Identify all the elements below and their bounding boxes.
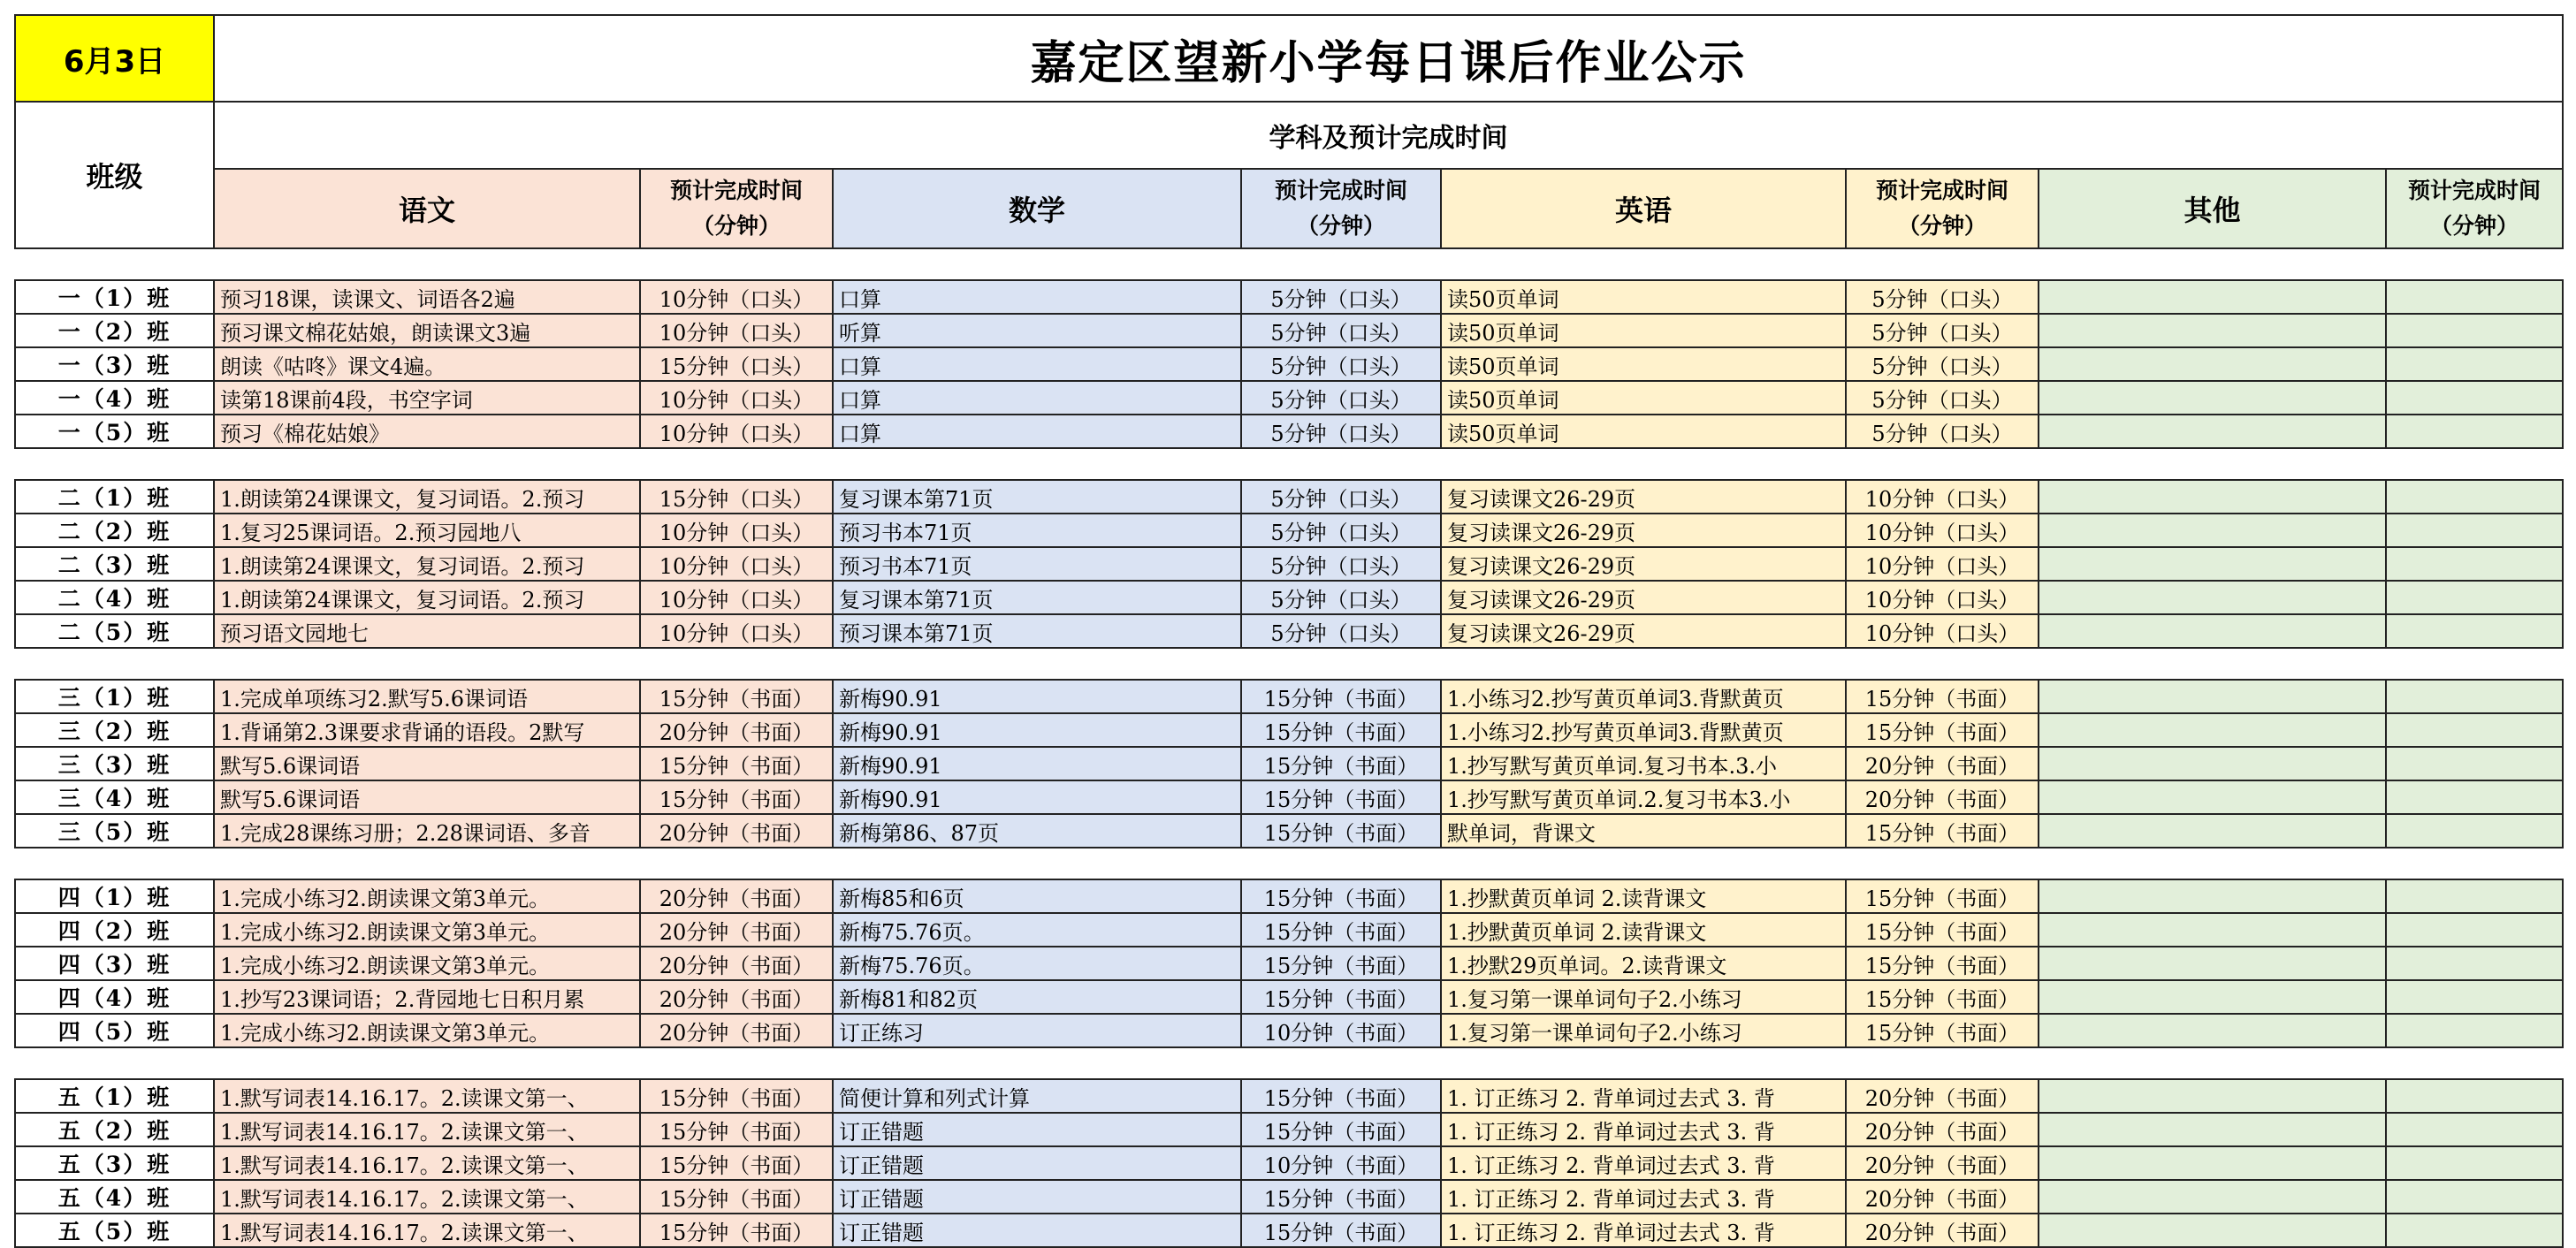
math-cell[interactable]: 新梅第86、87页	[833, 814, 1241, 848]
class-cell[interactable]: 五（1）班	[15, 1079, 214, 1113]
math-time-cell[interactable]: 15分钟（书面）	[1241, 780, 1441, 814]
english-cell[interactable]: 1. 订正练习 2. 背单词过去式 3. 背	[1441, 1079, 1846, 1113]
english-cell[interactable]: 复习读课文26-29页	[1441, 514, 1846, 547]
chinese-cell[interactable]: 1.默写词表14.16.17。2.读课文第一、	[214, 1146, 640, 1180]
other-time-header[interactable]	[2386, 169, 2563, 248]
table-row	[15, 1113, 2563, 1146]
chinese-time-cell[interactable]: 20分钟（书面）	[640, 814, 833, 848]
math-cell[interactable]: 听算	[833, 314, 1241, 347]
chinese-cell[interactable]: 预习语文园地七	[214, 614, 640, 648]
chinese-time-cell[interactable]: 10分钟（口头）	[640, 547, 833, 581]
separator-cell	[15, 848, 2563, 879]
other-time-cell[interactable]	[2386, 1214, 2563, 1247]
chinese-time-cell[interactable]: 20分钟（书面）	[640, 1014, 833, 1047]
other-time-cell[interactable]	[2386, 381, 2563, 415]
chinese-cell[interactable]: 默写5.6课词语	[214, 747, 640, 780]
english-time-cell[interactable]: 10分钟（口头）	[1846, 514, 2039, 547]
english-cell[interactable]: 1.小练习2.抄写黄页单词3.背默黄页	[1441, 713, 1846, 747]
english-time-header[interactable]	[1846, 169, 2039, 248]
separator-cell	[15, 248, 2563, 280]
math-time-cell[interactable]: 10分钟（书面）	[1241, 1146, 1441, 1180]
table-row	[15, 480, 2563, 514]
english-time-cell[interactable]: 20分钟（书面）	[1846, 1113, 2039, 1146]
other-cell[interactable]	[2039, 879, 2386, 913]
table-row	[15, 581, 2563, 614]
time-header-line2: （分钟）	[2430, 213, 2519, 239]
class-cell[interactable]: 二（4）班	[15, 581, 214, 614]
table-row	[15, 614, 2563, 648]
chinese-cell[interactable]: 预习课文棉花姑娘，朗读课文3遍	[214, 314, 640, 347]
separator-cell	[15, 648, 2563, 680]
chinese-time-cell[interactable]: 15分钟（口头）	[640, 347, 833, 381]
math-cell[interactable]: 口算	[833, 280, 1241, 314]
math-cell[interactable]: 新梅90.91	[833, 713, 1241, 747]
other-cell[interactable]	[2039, 1113, 2386, 1146]
english-cell[interactable]: 读50页单词	[1441, 415, 1846, 448]
chinese-cell[interactable]: 1.默写词表14.16.17。2.读课文第一、	[214, 1113, 640, 1146]
other-time-cell[interactable]	[2386, 980, 2563, 1014]
math-cell[interactable]: 订正错题	[833, 1180, 1241, 1214]
english-time-cell[interactable]: 20分钟（书面）	[1846, 780, 2039, 814]
other-time-cell[interactable]	[2386, 547, 2563, 581]
other-time-cell[interactable]	[2386, 280, 2563, 314]
chinese-cell[interactable]: 1.默写词表14.16.17。2.读课文第一、	[214, 1180, 640, 1214]
other-cell[interactable]	[2039, 747, 2386, 780]
math-time-cell[interactable]: 15分钟（书面）	[1241, 1180, 1441, 1214]
group-separator	[15, 1047, 2563, 1079]
other-cell[interactable]	[2039, 680, 2386, 713]
other-cell[interactable]	[2039, 280, 2386, 314]
math-cell[interactable]: 复习课本第71页	[833, 480, 1241, 514]
math-time-cell[interactable]: 15分钟（书面）	[1241, 814, 1441, 848]
other-time-cell[interactable]	[2386, 1180, 2563, 1214]
math-time-cell[interactable]: 15分钟（书面）	[1241, 713, 1441, 747]
class-cell[interactable]: 三（5）班	[15, 814, 214, 848]
english-cell[interactable]: 复习读课文26-29页	[1441, 614, 1846, 648]
class-header[interactable]: 班级	[15, 102, 214, 248]
math-cell[interactable]: 口算	[833, 347, 1241, 381]
chinese-time-header[interactable]	[640, 169, 833, 248]
math-cell[interactable]: 订正错题	[833, 1113, 1241, 1146]
chinese-cell[interactable]: 默写5.6课词语	[214, 780, 640, 814]
table-row	[15, 814, 2563, 848]
english-time-cell[interactable]: 5分钟（口头）	[1846, 314, 2039, 347]
group-separator	[15, 448, 2563, 480]
class-cell[interactable]: 五（4）班	[15, 1180, 214, 1214]
chinese-time-cell[interactable]: 15分钟（书面）	[640, 1214, 833, 1247]
chinese-cell[interactable]: 1.完成小练习2.朗读课文第3单元。	[214, 879, 640, 913]
class-cell[interactable]: 四（5）班	[15, 1014, 214, 1047]
table-row	[15, 347, 2563, 381]
class-cell[interactable]: 二（2）班	[15, 514, 214, 547]
other-cell[interactable]	[2039, 347, 2386, 381]
chinese-time-cell[interactable]: 15分钟（书面）	[640, 780, 833, 814]
english-cell[interactable]: 1. 订正练习 2. 背单词过去式 3. 背	[1441, 1146, 1846, 1180]
table-row	[15, 879, 2563, 913]
math-time-cell[interactable]: 5分钟（口头）	[1241, 581, 1441, 614]
math-cell[interactable]: 新梅90.91	[833, 747, 1241, 780]
chinese-time-cell[interactable]: 15分钟（书面）	[640, 680, 833, 713]
chinese-header[interactable]: 语文	[214, 169, 640, 248]
english-cell[interactable]: 1.复习第一课单词句子2.小练习	[1441, 1014, 1846, 1047]
chinese-time-cell[interactable]: 15分钟（书面）	[640, 1146, 833, 1180]
time-header-line2: （分钟）	[1897, 213, 1986, 239]
group-separator	[15, 648, 2563, 680]
table-row	[15, 980, 2563, 1014]
english-time-cell[interactable]: 15分钟（书面）	[1846, 680, 2039, 713]
other-cell[interactable]	[2039, 547, 2386, 581]
other-time-cell[interactable]	[2386, 747, 2563, 780]
other-cell[interactable]	[2039, 314, 2386, 347]
class-cell[interactable]: 三（4）班	[15, 780, 214, 814]
other-time-cell[interactable]	[2386, 480, 2563, 514]
class-cell[interactable]: 三（2）班	[15, 713, 214, 747]
english-cell[interactable]: 读50页单词	[1441, 314, 1846, 347]
chinese-cell[interactable]: 1.完成28课练习册；2.28课词语、多音	[214, 814, 640, 848]
chinese-cell[interactable]: 1.默写词表14.16.17。2.读课文第一、	[214, 1214, 640, 1247]
table-row	[15, 1014, 2563, 1047]
time-header-line1: 预计完成时间	[1875, 178, 2008, 203]
chinese-cell[interactable]: 1.抄写23课词语；2.背园地七日积月累	[214, 980, 640, 1014]
other-time-cell[interactable]	[2386, 1146, 2563, 1180]
english-time-cell[interactable]: 15分钟（书面）	[1846, 879, 2039, 913]
chinese-cell[interactable]: 读第18课前4段，书空字词	[214, 381, 640, 415]
other-time-cell[interactable]	[2386, 713, 2563, 747]
english-time-cell[interactable]: 15分钟（书面）	[1846, 1014, 2039, 1047]
english-cell[interactable]: 1.抄默黄页单词 2.读背课文	[1441, 913, 1846, 947]
math-cell[interactable]: 订正错题	[833, 1146, 1241, 1180]
chinese-time-cell[interactable]: 10分钟（口头）	[640, 581, 833, 614]
chinese-cell[interactable]: 1.完成小练习2.朗读课文第3单元。	[214, 947, 640, 980]
other-time-cell[interactable]	[2386, 1079, 2563, 1113]
other-cell[interactable]	[2039, 980, 2386, 1014]
table-row	[15, 713, 2563, 747]
time-header-line1: 预计完成时间	[2408, 178, 2542, 203]
english-time-cell[interactable]: 5分钟（口头）	[1846, 415, 2039, 448]
chinese-time-cell[interactable]: 10分钟（口头）	[640, 381, 833, 415]
other-cell[interactable]	[2039, 814, 2386, 848]
math-header[interactable]: 数学	[833, 169, 1241, 248]
math-cell[interactable]: 预习课本第71页	[833, 614, 1241, 648]
english-time-cell[interactable]: 5分钟（口头）	[1846, 280, 2039, 314]
other-cell[interactable]	[2039, 480, 2386, 514]
class-cell[interactable]: 一（1）班	[15, 280, 214, 314]
other-cell[interactable]	[2039, 1180, 2386, 1214]
math-time-cell[interactable]: 15分钟（书面）	[1241, 680, 1441, 713]
other-cell[interactable]	[2039, 581, 2386, 614]
math-time-cell[interactable]: 5分钟（口头）	[1241, 314, 1441, 347]
other-cell[interactable]	[2039, 381, 2386, 415]
math-cell[interactable]: 预习书本71页	[833, 547, 1241, 581]
other-time-cell[interactable]	[2386, 347, 2563, 381]
homework-table	[14, 14, 2564, 1248]
other-cell[interactable]	[2039, 913, 2386, 947]
class-cell[interactable]: 四（1）班	[15, 879, 214, 913]
table-row	[15, 415, 2563, 448]
class-cell[interactable]: 二（1）班	[15, 480, 214, 514]
english-time-cell[interactable]: 15分钟（书面）	[1846, 947, 2039, 980]
math-time-cell[interactable]: 15分钟（书面）	[1241, 747, 1441, 780]
chinese-time-cell[interactable]: 10分钟（口头）	[640, 614, 833, 648]
chinese-time-cell[interactable]: 10分钟（口头）	[640, 280, 833, 314]
math-time-cell[interactable]: 5分钟（口头）	[1241, 514, 1441, 547]
math-cell[interactable]: 简便计算和列式计算	[833, 1079, 1241, 1113]
english-cell[interactable]: 读50页单词	[1441, 347, 1846, 381]
math-cell[interactable]: 新梅75.76页。	[833, 913, 1241, 947]
math-time-cell[interactable]: 15分钟（书面）	[1241, 1214, 1441, 1247]
math-time-cell[interactable]: 5分钟（口头）	[1241, 480, 1441, 514]
table-row	[15, 314, 2563, 347]
math-time-cell[interactable]: 5分钟（口头）	[1241, 347, 1441, 381]
page-title[interactable]: 嘉定区望新小学每日课后作业公示	[214, 15, 2563, 102]
math-cell[interactable]: 新梅90.91	[833, 780, 1241, 814]
chinese-cell[interactable]: 1.复习25课词语。2.预习园地八	[214, 514, 640, 547]
english-time-cell[interactable]: 5分钟（口头）	[1846, 347, 2039, 381]
chinese-time-cell[interactable]: 20分钟（书面）	[640, 713, 833, 747]
english-cell[interactable]: 1. 订正练习 2. 背单词过去式 3. 背	[1441, 1113, 1846, 1146]
other-time-cell[interactable]	[2386, 680, 2563, 713]
table-row	[15, 680, 2563, 713]
other-cell[interactable]	[2039, 780, 2386, 814]
class-cell[interactable]: 五（2）班	[15, 1113, 214, 1146]
other-time-cell[interactable]	[2386, 581, 2563, 614]
math-cell[interactable]: 订正练习	[833, 1014, 1241, 1047]
chinese-time-cell[interactable]: 15分钟（书面）	[640, 1113, 833, 1146]
math-cell[interactable]: 新梅90.91	[833, 680, 1241, 713]
class-cell[interactable]: 四（4）班	[15, 980, 214, 1014]
chinese-cell[interactable]: 1.朗读第24课课文，复习词语。2.预习	[214, 480, 640, 514]
english-time-cell[interactable]: 5分钟（口头）	[1846, 381, 2039, 415]
math-time-cell[interactable]: 15分钟（书面）	[1241, 947, 1441, 980]
math-cell[interactable]: 新梅81和82页	[833, 980, 1241, 1014]
english-cell[interactable]: 默单词，背课文	[1441, 814, 1846, 848]
class-cell[interactable]: 一（4）班	[15, 381, 214, 415]
other-cell[interactable]	[2039, 1014, 2386, 1047]
time-header-line1: 预计完成时间	[1274, 178, 1407, 203]
date-cell[interactable]: 6月3日	[15, 15, 214, 102]
chinese-time-cell[interactable]: 15分钟（书面）	[640, 747, 833, 780]
class-cell[interactable]: 三（1）班	[15, 680, 214, 713]
english-cell[interactable]: 1.抄默29页单词。2.读背课文	[1441, 947, 1846, 980]
class-cell[interactable]: 一（5）班	[15, 415, 214, 448]
table-row	[15, 780, 2563, 814]
chinese-time-cell[interactable]: 15分钟（书面）	[640, 1079, 833, 1113]
chinese-cell[interactable]: 1.朗读第24课课文，复习词语。2.预习	[214, 581, 640, 614]
other-cell[interactable]	[2039, 713, 2386, 747]
separator-cell	[15, 448, 2563, 480]
math-time-header[interactable]	[1241, 169, 1441, 248]
math-time-cell[interactable]: 5分钟（口头）	[1241, 415, 1441, 448]
math-time-cell[interactable]: 5分钟（口头）	[1241, 280, 1441, 314]
table-row	[15, 1079, 2563, 1113]
english-cell[interactable]: 复习读课文26-29页	[1441, 581, 1846, 614]
other-time-cell[interactable]	[2386, 415, 2563, 448]
other-time-cell[interactable]	[2386, 879, 2563, 913]
other-cell[interactable]	[2039, 614, 2386, 648]
chinese-cell[interactable]: 1.背诵第2.3课要求背诵的语段。2默写	[214, 713, 640, 747]
other-time-cell[interactable]	[2386, 614, 2563, 648]
chinese-time-cell[interactable]: 20分钟（书面）	[640, 913, 833, 947]
english-cell[interactable]: 1.小练习2.抄写黄页单词3.背默黄页	[1441, 680, 1846, 713]
english-time-cell[interactable]: 10分钟（口头）	[1846, 480, 2039, 514]
chinese-time-cell[interactable]: 15分钟（口头）	[640, 480, 833, 514]
english-time-cell[interactable]: 15分钟（书面）	[1846, 913, 2039, 947]
table-row	[15, 947, 2563, 980]
math-cell[interactable]: 复习课本第71页	[833, 581, 1241, 614]
time-header-line1: 预计完成时间	[669, 178, 803, 203]
group-separator	[15, 848, 2563, 879]
other-time-cell[interactable]	[2386, 1113, 2563, 1146]
class-cell[interactable]: 一（2）班	[15, 314, 214, 347]
other-time-cell[interactable]	[2386, 514, 2563, 547]
other-cell[interactable]	[2039, 1079, 2386, 1113]
math-time-cell[interactable]: 15分钟（书面）	[1241, 1113, 1441, 1146]
math-cell[interactable]: 预习书本71页	[833, 514, 1241, 547]
math-time-cell[interactable]: 15分钟（书面）	[1241, 1079, 1441, 1113]
math-cell[interactable]: 订正错题	[833, 1214, 1241, 1247]
chinese-cell[interactable]: 1.默写词表14.16.17。2.读课文第一、	[214, 1079, 640, 1113]
english-time-cell[interactable]: 20分钟（书面）	[1846, 1079, 2039, 1113]
class-cell[interactable]: 三（3）班	[15, 747, 214, 780]
other-cell[interactable]	[2039, 415, 2386, 448]
english-time-cell[interactable]: 10分钟（口头）	[1846, 547, 2039, 581]
other-time-cell[interactable]	[2386, 913, 2563, 947]
class-cell[interactable]: 五（5）班	[15, 1214, 214, 1247]
other-header[interactable]: 其他	[2039, 169, 2386, 248]
chinese-time-cell[interactable]: 10分钟（口头）	[640, 314, 833, 347]
chinese-time-cell[interactable]: 15分钟（书面）	[640, 1180, 833, 1214]
math-time-cell[interactable]: 5分钟（口头）	[1241, 614, 1441, 648]
chinese-time-cell[interactable]: 10分钟（口头）	[640, 415, 833, 448]
table-row	[15, 280, 2563, 314]
chinese-time-cell[interactable]: 20分钟（书面）	[640, 980, 833, 1014]
time-header-line2: （分钟）	[691, 213, 781, 239]
other-cell[interactable]	[2039, 1214, 2386, 1247]
english-cell[interactable]: 1.抄写默写黄页单词.2.复习书本3.小	[1441, 780, 1846, 814]
english-cell[interactable]: 读50页单词	[1441, 280, 1846, 314]
math-time-cell[interactable]: 15分钟（书面）	[1241, 980, 1441, 1014]
english-time-cell[interactable]: 15分钟（书面）	[1846, 713, 2039, 747]
math-time-cell[interactable]: 5分钟（口头）	[1241, 381, 1441, 415]
english-time-cell[interactable]: 15分钟（书面）	[1846, 814, 2039, 848]
table-row	[15, 913, 2563, 947]
chinese-cell[interactable]: 预习《棉花姑娘》	[214, 415, 640, 448]
math-cell[interactable]: 口算	[833, 415, 1241, 448]
table-row	[15, 547, 2563, 581]
other-time-cell[interactable]	[2386, 947, 2563, 980]
other-cell[interactable]	[2039, 1146, 2386, 1180]
other-cell[interactable]	[2039, 514, 2386, 547]
english-cell[interactable]: 复习读课文26-29页	[1441, 547, 1846, 581]
english-cell[interactable]: 1.复习第一课单词句子2.小练习	[1441, 980, 1846, 1014]
table-row	[15, 1214, 2563, 1247]
class-cell[interactable]: 二（3）班	[15, 547, 214, 581]
chinese-cell[interactable]: 1.完成单项练习2.默写5.6课词语	[214, 680, 640, 713]
english-cell[interactable]: 1. 订正练习 2. 背单词过去式 3. 背	[1441, 1214, 1846, 1247]
class-cell[interactable]: 四（3）班	[15, 947, 214, 980]
english-time-cell[interactable]: 10分钟（口头）	[1846, 614, 2039, 648]
math-cell[interactable]: 新梅75.76页。	[833, 947, 1241, 980]
table-row	[15, 1180, 2563, 1214]
other-time-cell[interactable]	[2386, 814, 2563, 848]
other-time-cell[interactable]	[2386, 780, 2563, 814]
english-time-cell[interactable]: 20分钟（书面）	[1846, 1214, 2039, 1247]
separator-cell	[15, 1047, 2563, 1079]
english-cell[interactable]: 读50页单词	[1441, 381, 1846, 415]
chinese-cell[interactable]: 朗读《咕咚》课文4遍。	[214, 347, 640, 381]
english-time-cell[interactable]: 20分钟（书面）	[1846, 747, 2039, 780]
class-cell[interactable]: 五（3）班	[15, 1146, 214, 1180]
other-time-cell[interactable]	[2386, 1014, 2563, 1047]
english-time-cell[interactable]: 20分钟（书面）	[1846, 1146, 2039, 1180]
chinese-time-cell[interactable]: 20分钟（书面）	[640, 879, 833, 913]
class-cell[interactable]: 四（2）班	[15, 913, 214, 947]
math-time-cell[interactable]: 10分钟（书面）	[1241, 1014, 1441, 1047]
subjects-header[interactable]: 学科及预计完成时间	[214, 102, 2563, 169]
english-cell[interactable]: 1.抄写默写黄页单词.复习书本.3.小	[1441, 747, 1846, 780]
chinese-cell[interactable]: 1.朗读第24课课文，复习词语。2.预习	[214, 547, 640, 581]
math-time-cell[interactable]: 15分钟（书面）	[1241, 879, 1441, 913]
math-cell[interactable]: 新梅85和6页	[833, 879, 1241, 913]
english-time-cell[interactable]: 20分钟（书面）	[1846, 1180, 2039, 1214]
chinese-time-cell[interactable]: 10分钟（口头）	[640, 514, 833, 547]
class-cell[interactable]: 二（5）班	[15, 614, 214, 648]
table-row	[15, 1146, 2563, 1180]
time-header-line2: （分钟）	[1296, 213, 1385, 239]
english-cell[interactable]: 1. 订正练习 2. 背单词过去式 3. 背	[1441, 1180, 1846, 1214]
english-time-cell[interactable]: 10分钟（口头）	[1846, 581, 2039, 614]
english-cell[interactable]: 1.抄默黄页单词 2.读背课文	[1441, 879, 1846, 913]
math-cell[interactable]: 口算	[833, 381, 1241, 415]
chinese-cell[interactable]: 1.完成小练习2.朗读课文第3单元。	[214, 1014, 640, 1047]
chinese-cell[interactable]: 预习18课，读课文、词语各2遍	[214, 280, 640, 314]
math-time-cell[interactable]: 5分钟（口头）	[1241, 547, 1441, 581]
other-time-cell[interactable]	[2386, 314, 2563, 347]
table-row	[15, 747, 2563, 780]
group-separator	[15, 248, 2563, 280]
class-cell[interactable]: 一（3）班	[15, 347, 214, 381]
table-row	[15, 514, 2563, 547]
math-time-cell[interactable]: 15分钟（书面）	[1241, 913, 1441, 947]
english-header[interactable]: 英语	[1441, 169, 1846, 248]
chinese-cell[interactable]: 1.完成小练习2.朗读课文第3单元。	[214, 913, 640, 947]
chinese-time-cell[interactable]: 20分钟（书面）	[640, 947, 833, 980]
other-cell[interactable]	[2039, 947, 2386, 980]
english-time-cell[interactable]: 15分钟（书面）	[1846, 980, 2039, 1014]
english-cell[interactable]: 复习读课文26-29页	[1441, 480, 1846, 514]
table-row	[15, 381, 2563, 415]
